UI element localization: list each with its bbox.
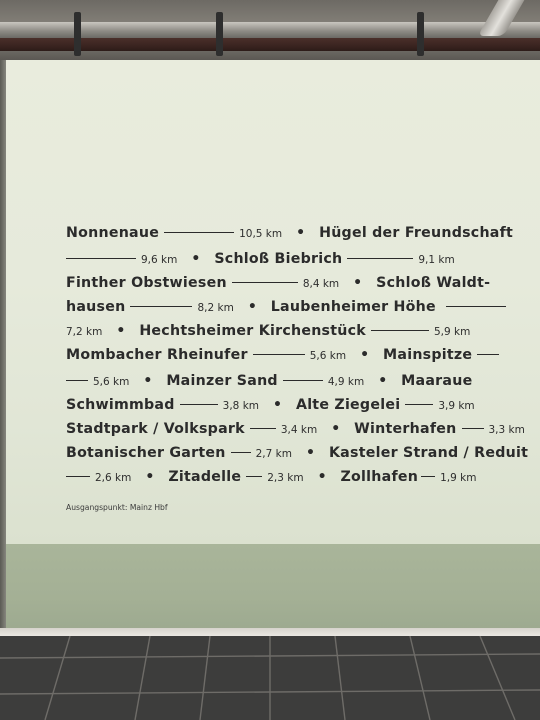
distance: 3,4 km xyxy=(280,424,318,436)
leader-line xyxy=(446,306,506,308)
destination: Kasteler Strand / Reduit xyxy=(328,445,529,461)
pipe-bracket xyxy=(216,12,223,56)
distance: 7,2 km xyxy=(66,326,103,338)
destination: hausen xyxy=(66,299,126,315)
distance: 9,6 km xyxy=(141,254,178,266)
leader-line xyxy=(66,476,90,478)
sign-line-10 xyxy=(66,442,528,461)
leader-line xyxy=(253,354,305,356)
separator-dot: • xyxy=(273,397,282,413)
sign-line-3 xyxy=(66,272,490,291)
leader-line xyxy=(66,258,136,260)
floor-tiles xyxy=(0,636,540,720)
distance: 8,4 km xyxy=(302,278,340,290)
destination: Hechtsheimer Kirchenstück xyxy=(139,323,366,339)
leader-line xyxy=(371,330,429,332)
distance: 3,8 km xyxy=(222,400,260,412)
destination: Schloß Waldt- xyxy=(376,275,491,291)
distance: 3,9 km xyxy=(438,400,475,412)
leader-line xyxy=(421,476,435,478)
distance: 4,9 km xyxy=(327,376,365,388)
distance: 10,5 km xyxy=(239,228,283,240)
pipe-bracket xyxy=(74,12,81,56)
distance: 9,1 km xyxy=(418,254,455,266)
destination: Mainspitze xyxy=(383,347,473,363)
green-wall-band xyxy=(6,544,540,634)
distance: 2,7 km xyxy=(255,448,292,460)
sign-line-7 xyxy=(66,370,472,389)
leader-line xyxy=(232,282,298,284)
rust-pipe xyxy=(0,38,540,51)
separator-dot: • xyxy=(305,445,315,461)
distance: 8,2 km xyxy=(197,302,234,314)
separator-dot: • xyxy=(247,299,257,315)
sign-line-8 xyxy=(66,394,475,413)
sign-line-5 xyxy=(66,320,470,339)
distance: 5,9 km xyxy=(433,326,471,338)
leader-line xyxy=(180,404,218,406)
leader-line xyxy=(405,404,433,406)
start-point-note: Ausgangspunkt: Mainz Hbf xyxy=(66,503,168,512)
distance: 5,6 km xyxy=(93,376,130,388)
leader-line xyxy=(246,476,262,478)
leader-line xyxy=(164,232,234,234)
destination: Laubenheimer Höhe xyxy=(270,299,436,315)
sign-line-4 xyxy=(66,296,511,315)
sign-line-6 xyxy=(66,344,504,363)
destination: Alte Ziegelei xyxy=(295,397,401,413)
destination: Hügel der Freundschaft xyxy=(319,225,514,241)
separator-dot: • xyxy=(360,347,370,363)
leader-line xyxy=(462,428,484,430)
destination: Winterhafen xyxy=(354,421,457,437)
sign-line-9 xyxy=(66,418,525,437)
destination: Mainzer Sand xyxy=(166,373,278,389)
sign-line-11 xyxy=(66,466,476,485)
distance: 3,3 km xyxy=(488,424,525,436)
destination: Maaraue xyxy=(401,373,473,389)
distance: 2,3 km xyxy=(267,472,304,484)
destination: Zitadelle xyxy=(168,469,242,485)
destination: Botanischer Garten xyxy=(66,445,226,461)
pipe-bracket xyxy=(417,12,424,56)
sign-line-1 xyxy=(66,222,513,241)
leader-line xyxy=(283,380,323,382)
separator-dot: • xyxy=(145,469,155,485)
destination: Stadtpark / Volkspark xyxy=(66,421,245,437)
separator-dot: • xyxy=(331,421,341,437)
destination: Finther Obstwiesen xyxy=(66,275,227,291)
separator-dot: • xyxy=(317,469,327,485)
destination: Zollhafen xyxy=(340,469,419,485)
separator-dot: • xyxy=(143,373,153,389)
separator-dot: • xyxy=(296,225,306,241)
separator-dot: • xyxy=(353,275,363,291)
leader-line xyxy=(231,452,251,454)
separator-dot: • xyxy=(116,323,126,339)
destination: Mombacher Rheinufer xyxy=(66,347,248,363)
distance: 2,6 km xyxy=(95,472,132,484)
separator-dot: • xyxy=(378,373,388,389)
tiled-floor xyxy=(0,636,540,720)
sign-line-2 xyxy=(66,248,455,267)
leader-line xyxy=(347,258,413,260)
destination: Schwimmbad xyxy=(66,397,175,413)
destination: Schloß Biebrich xyxy=(214,251,343,267)
separator-dot: • xyxy=(191,251,201,267)
grey-pipe xyxy=(0,22,540,38)
leader-line xyxy=(130,306,192,308)
leader-line xyxy=(250,428,276,430)
leader-line xyxy=(66,380,88,382)
distance: 5,6 km xyxy=(309,350,347,362)
destination: Nonnenaue xyxy=(66,225,160,241)
distance: 1,9 km xyxy=(440,472,477,484)
leader-line xyxy=(477,354,499,356)
